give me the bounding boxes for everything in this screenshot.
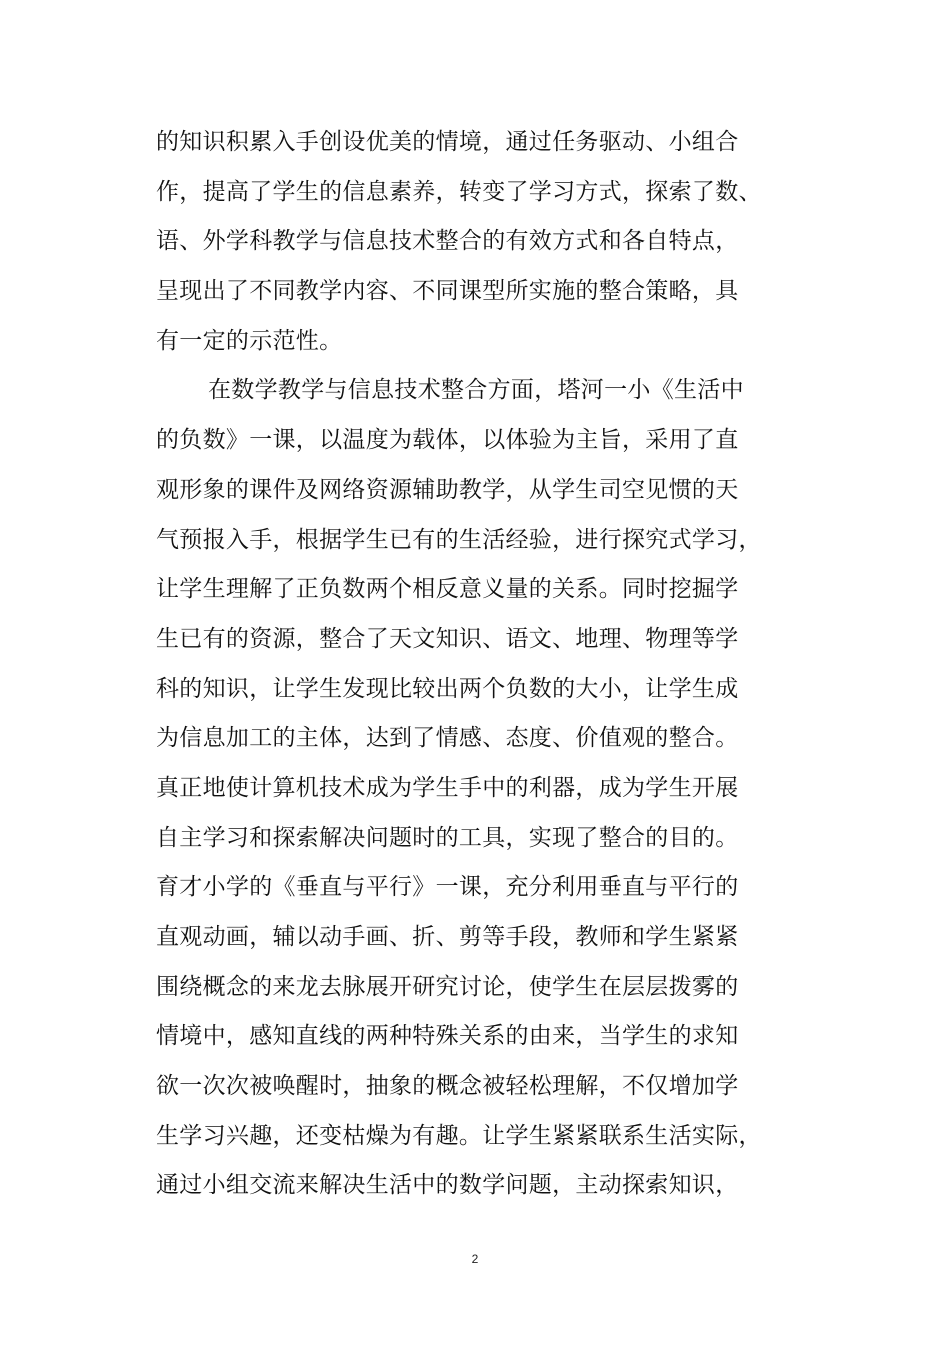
text-line: 让学生理解了正负数两个相反意义量的关系。同时挖掘学 <box>156 576 739 603</box>
body-text <box>156 122 762 1215</box>
text-line: 的知识积累入手创设优美的情境，通过任务驱动、小组合 <box>156 129 739 155</box>
text-line: 语、外学科教学与信息技术整合的有效方式和各自特点， <box>156 228 739 255</box>
text-line: 科的知识，让学生发现比较出两个负数的大小，让学生成 <box>156 675 739 702</box>
text-line: 呈现出了不同教学内容、不同课型所实施的整合策略，具 <box>156 278 739 305</box>
text-line: 作，提高了学生的信息素养，转变了学习方式，探索了数、 <box>156 178 762 205</box>
text-line: 为信息加工的主体，达到了情感、态度、价值观的整合。 <box>156 725 739 752</box>
text-line: 围绕概念的来龙去脉展开研究讨论，使学生在层层拨雾的 <box>156 973 739 1000</box>
text-line: 生已有的资源，整合了天文知识、语文、地理、物理等学 <box>156 625 739 652</box>
text-line: 真正地使计算机技术成为学生手中的利器，成为学生开展 <box>156 774 739 801</box>
text-line: 生学习兴趣，还变枯燥为有趣。让学生紧紧联系生活实际， <box>156 1122 762 1149</box>
text-line: 欲一次次被唤醒时，抽象的概念被轻松理解，不仅增加学 <box>156 1073 739 1100</box>
text-line: 自主学习和探索解决问题时的工具，实现了整合的目的。 <box>156 824 739 851</box>
text-line: 情境中，感知直线的两种特殊关系的由来，当学生的求知 <box>156 1023 739 1050</box>
paragraph-first-line: 在数学教学与信息技术整合方面，塔河一小《生活中 <box>208 377 744 404</box>
text-line: 观形象的课件及网络资源辅助教学，从学生司空见惯的天 <box>156 476 739 503</box>
text-line: 的负数》一课，以温度为载体，以体验为主旨，采用了直 <box>156 427 739 454</box>
text-line: 育才小学的《垂直与平行》一课，充分利用垂直与平行的 <box>156 874 739 901</box>
text-line: 气预报入手，根据学生已有的生活经验，进行探究式学习， <box>156 526 762 553</box>
text-line: 直观动画，辅以动手画、折、剪等手段，教师和学生紧紧 <box>156 924 739 950</box>
text-line: 通过小组交流来解决生活中的数学问题，主动探索知识， <box>156 1172 739 1199</box>
text-line: 有一定的示范性。 <box>156 327 343 354</box>
page-number: 2 <box>471 1252 479 1266</box>
